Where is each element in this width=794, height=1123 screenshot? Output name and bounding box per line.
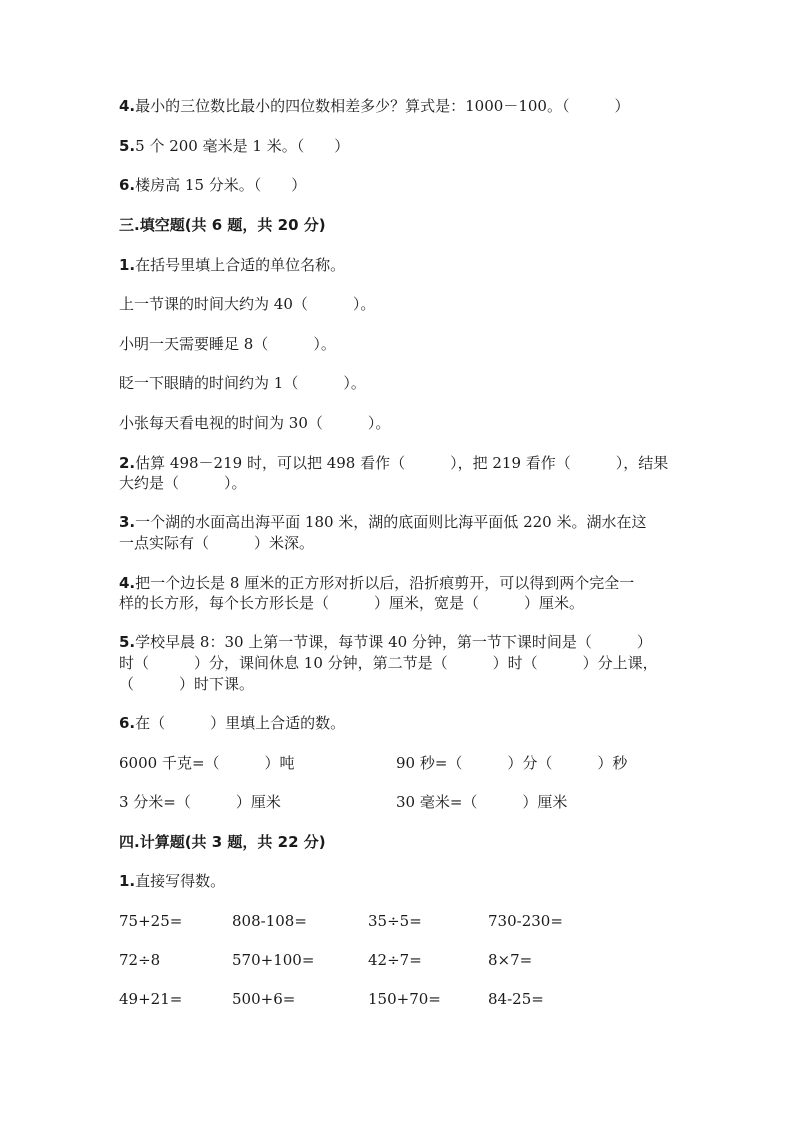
- calc-item: 75+25=: [119, 912, 183, 930]
- question-number: 5.: [119, 137, 136, 155]
- calc-item: 500+6=: [232, 990, 296, 1008]
- question-text: 把一个边长是 8 厘米的正方形对折以后，沿折痕剪开，可以得到两个完全一: [135, 574, 635, 592]
- fill-item: 小张每天看电视的时间为 30（ ）。: [119, 414, 391, 432]
- question-text: 直接写得数。: [135, 872, 226, 890]
- question-text: 楼房高 15 分米。（ ）: [135, 176, 307, 194]
- question-number: 1.: [119, 256, 136, 274]
- calc-item: 570+100=: [232, 951, 315, 969]
- question-text: 最小的三位数比最小的四位数相差多少？算式是：1000－100。（ ）: [135, 97, 630, 115]
- section-3-heading: 三.填空题(共 6 题，共 20 分): [119, 216, 326, 234]
- question-text-continued: （ ）时下课。: [119, 675, 255, 693]
- calc-item: 808-108=: [232, 912, 307, 930]
- conversion-item: 90 秒=（ ）分（ ）秒: [396, 754, 628, 772]
- calc-item: 35÷5=: [368, 912, 422, 930]
- conversion-item: 3 分米=（ ）厘米: [119, 793, 281, 811]
- question-text: 估算 498－219 时，可以把 498 看作（ ），把 219 看作（ ），结果: [135, 454, 669, 472]
- question-text: 在括号里填上合适的单位名称。: [135, 256, 346, 274]
- question-number: 6.: [119, 714, 136, 732]
- fill-question-4: [119, 573, 694, 593]
- fill-item: 小明一天需要睡足 8（ ）。: [119, 335, 336, 353]
- question-number: 3.: [119, 513, 136, 531]
- section-4-heading: 四.计算题(共 3 题，共 22 分): [119, 833, 326, 851]
- judge-question-6: [119, 175, 694, 195]
- calc-item: 42÷7=: [368, 951, 422, 969]
- calc-item: 730-230=: [488, 912, 563, 930]
- question-number: 4.: [119, 97, 136, 115]
- question-text: 在（ ）里填上合适的数。: [135, 714, 346, 732]
- question-number: 6.: [119, 176, 136, 194]
- calc-item: 150+70=: [368, 990, 441, 1008]
- question-text: 学校早晨 8：30 上第一节课，每节课 40 分钟，第一节下课时间是（ ）: [135, 633, 652, 651]
- question-text: 5 个 200 毫米是 1 米。（ ）: [135, 137, 350, 155]
- question-number: 4.: [119, 574, 136, 592]
- fill-item: 上一节课的时间大约为 40（ ）。: [119, 295, 376, 313]
- judge-question-5: [119, 136, 694, 156]
- conversion-item: 6000 千克=（ ）吨: [119, 754, 295, 772]
- judge-question-4: [119, 96, 694, 116]
- question-text-continued: 一点实际有（ ）米深。: [119, 534, 315, 552]
- calc-item: 84-25=: [488, 990, 544, 1008]
- conversion-item: 30 毫米=（ ）厘米: [396, 793, 568, 811]
- question-number: 5.: [119, 633, 136, 651]
- fill-question-1: [119, 255, 694, 275]
- calc-item: 49+21=: [119, 990, 183, 1008]
- fill-item: 眨一下眼睛的时间约为 1（ ）。: [119, 374, 366, 392]
- question-text-continued: 样的长方形，每个长方形长是（ ）厘米，宽是（ ）厘米。: [119, 594, 585, 612]
- question-text-continued: 大约是（ ）。: [119, 474, 247, 492]
- calc-item: 72÷8: [119, 951, 161, 969]
- fill-question-5: [119, 632, 694, 652]
- question-text: 一个湖的水面高出海平面 180 米，湖的底面则比海平面低 220 米。湖水在这: [135, 513, 647, 531]
- fill-question-3: [119, 512, 694, 532]
- fill-question-2: [119, 453, 694, 473]
- question-number: 2.: [119, 454, 136, 472]
- calc-item: 8×7=: [488, 951, 533, 969]
- question-text-continued: 时（ ）分，课间休息 10 分钟，第二节是（ ）时（ ）分上课，: [119, 654, 658, 672]
- question-number: 1.: [119, 872, 136, 890]
- fill-question-6: [119, 713, 694, 733]
- calc-question-1: [119, 871, 694, 891]
